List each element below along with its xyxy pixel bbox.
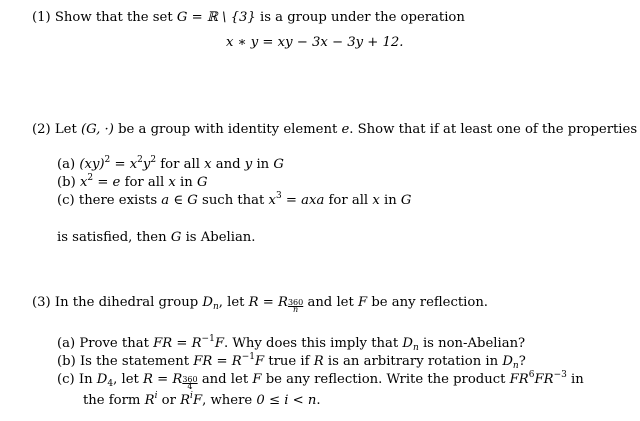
problem-3-item-b: (b) Is the statement FR = $R^{-1}F$ true if R is an arbitrary rotation in $D_n$? [57, 352, 526, 371]
problem-3-item-c: (c) In $D_4$, let R = R $\frac{360}{4}$ and let F be any reflection. Write the product $FR^6FR^{-3}$ in [57, 370, 584, 391]
fraction-360-over-4: $\frac{360}{4}$ [182, 375, 198, 391]
problem-2-item-b: (b) $x^2 = e$ for all x in G [57, 173, 208, 190]
fraction-360-over-n: $\frac{360}{n}$ [287, 298, 304, 314]
problem-1-statement: (1) Show that the set G = ℝ \ {3} is a group under the operation [32, 10, 465, 25]
problem-2-item-a: (a) $(xy)^2 = x^2y^2$ for all x and y in G [57, 155, 284, 172]
problem-2-item-c: (c) there exists a ∈ G such that $x^3$ = axa for all x in G [57, 191, 412, 208]
problem-2-conclusion: is satisfied, then G is Abelian. [57, 230, 256, 245]
problem-3-item-c-continuation: the form $R^i$ or $R^iF$, where 0 ≤ i < n. [83, 391, 321, 408]
problem-2-statement: (2) Let (G, ·) be a group with identity element e. Show that if at least one of the properties [32, 122, 638, 137]
problem-1-operation: x ∗ y = xy − 3x − 3y + 12. [226, 35, 404, 50]
problem-3-statement: (3) In the dihedral group $D_n$, let R = R $\frac{360}{n}$ and let F be any reflection. [32, 295, 489, 314]
problem-3-item-a: (a) Prove that FR = $R^{-1}F$. Why does this imply that $D_n$ is non-Abelian? [57, 334, 526, 353]
